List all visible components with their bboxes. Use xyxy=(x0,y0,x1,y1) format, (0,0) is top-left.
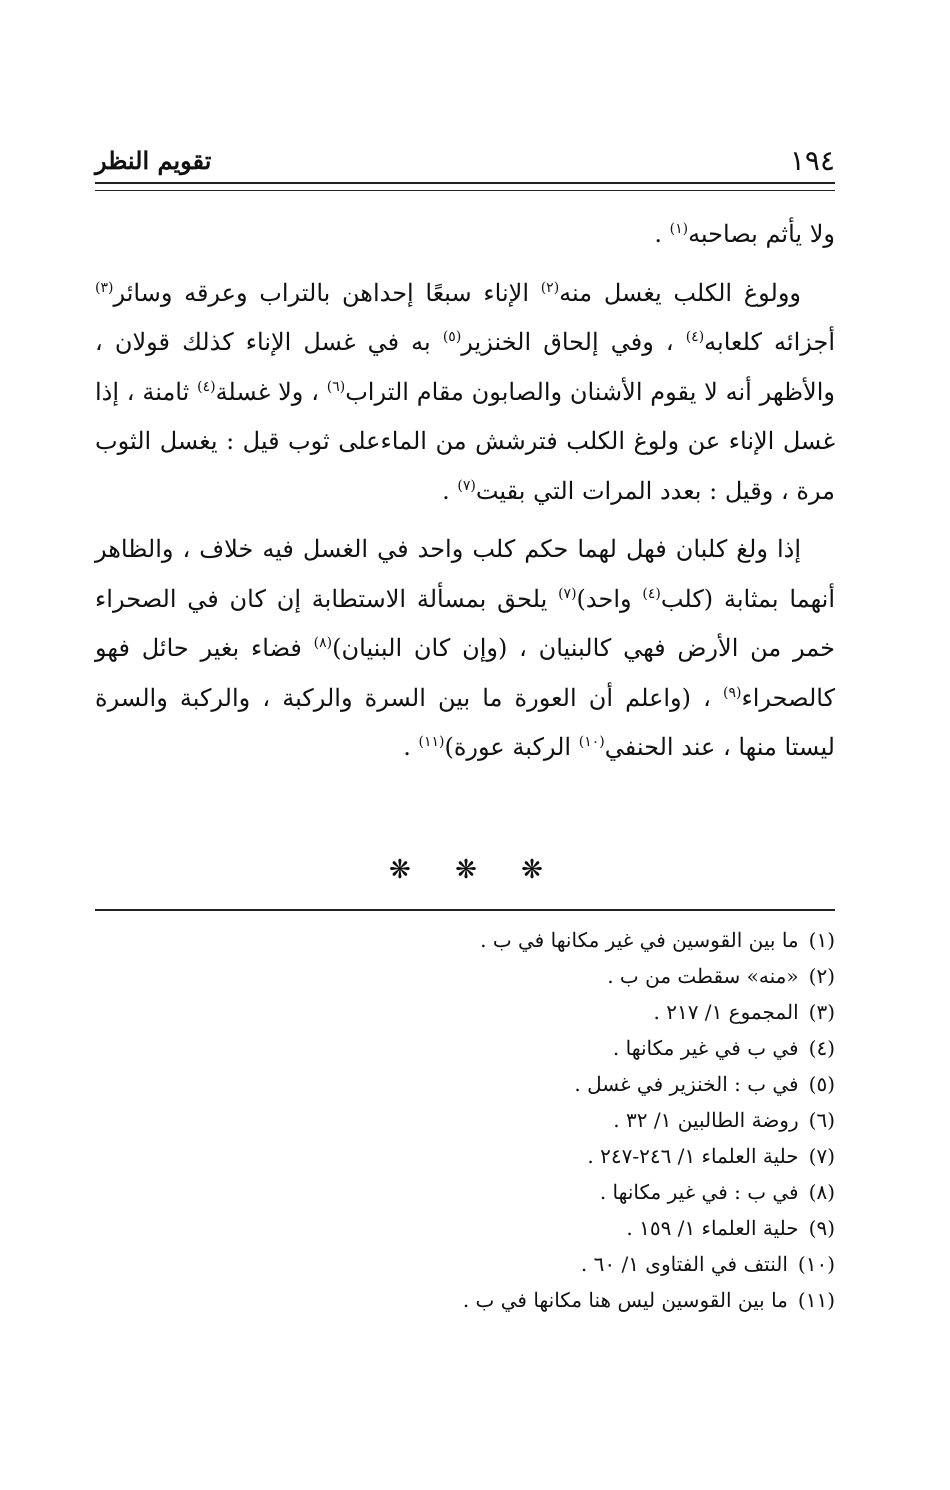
running-title: تقويم النظر xyxy=(95,146,212,175)
footnote-number: (٨) xyxy=(808,1180,835,1204)
footnote-number: (٢) xyxy=(808,964,835,988)
text-segment: واحد) xyxy=(576,584,643,613)
text-segment: ولا يأثم بصاحبه xyxy=(688,220,835,248)
text-segment: به في غسل الإناء كذلك قولان ، والأظهر أنه لا يقوم الأشنان والصابون مقام التراب xyxy=(95,328,835,406)
text-segment: إذا ولغ كلبان فهل لهما حكم كلب واحد في الغسل فيه خلاف ، والظاهر أنهما بمثابة (كلب xyxy=(95,535,836,613)
footnote-number: (٥) xyxy=(808,1072,835,1096)
footnote-marker[interactable]: (٢) xyxy=(540,279,560,296)
footnote-item xyxy=(95,1282,835,1318)
text-segment: . xyxy=(654,220,670,248)
footnote-number: (٣) xyxy=(808,1000,835,1024)
text-segment: فضاء بغير حائل فهو كالصحراء xyxy=(95,634,835,712)
footnote-marker[interactable]: (١٠) xyxy=(578,734,605,750)
page-header xyxy=(95,138,835,182)
text-segment: ، وفي إلحاق الخنزير xyxy=(461,328,686,356)
page-number: ١٩٤ xyxy=(789,144,835,177)
footnote-number: (١) xyxy=(808,928,835,952)
main-text xyxy=(95,210,835,773)
text-segment: ، (واعلم أن العورة ما بين السرة والركبة ، والركبة والسرة ليستا منها ، عند الحنفي xyxy=(95,683,835,761)
paragraph xyxy=(95,525,835,773)
footnote-item xyxy=(95,958,835,994)
footnote-marker[interactable]: (٤) xyxy=(642,585,661,602)
footnote-item xyxy=(95,994,835,1030)
footnote-item xyxy=(95,1246,835,1282)
footnote-marker[interactable]: (٣) xyxy=(95,279,114,296)
footnote-text: في ب : الخنزير في غسل . xyxy=(574,1072,799,1096)
footnote-marker[interactable]: (٩) xyxy=(722,684,742,701)
paragraph xyxy=(95,269,835,517)
footnote-text: المجموع ١/ ٢١٧ . xyxy=(653,1000,799,1024)
footnote-number: (٦) xyxy=(808,1108,835,1132)
footnote-marker[interactable]: (٧) xyxy=(457,477,476,494)
footnote-item xyxy=(95,1210,835,1246)
footnotes xyxy=(95,922,835,1318)
text-segment: أجزائه كلعابه xyxy=(704,328,835,356)
header-rule xyxy=(95,182,835,191)
footnote-item xyxy=(95,1030,835,1066)
footnote-text: ما بين القوسين في غير مكانها في ب . xyxy=(480,928,799,952)
footnote-item xyxy=(95,1102,835,1138)
text-segment: . xyxy=(403,733,419,761)
footnote-item xyxy=(95,1174,835,1210)
footnote-marker[interactable]: (١) xyxy=(669,221,689,237)
footnote-rule xyxy=(95,909,835,911)
text-segment: وولوغ الكلب يغسل منه xyxy=(559,278,802,307)
text-segment: ثامنة ، إذا غسل الإناء عن ولوغ الكلب فترشش من الماءعلى ثوب قيل : يغسل الثوب مرة ، وقيل : بعدد المرات التي بقيت xyxy=(95,377,835,505)
footnote-marker[interactable]: (٦) xyxy=(326,378,346,395)
text-segment: الركبة عورة) xyxy=(444,733,579,761)
footnote-number: (٤) xyxy=(808,1036,835,1060)
footnote-item xyxy=(95,922,835,958)
footnote-text: روضة الطالبين ١/ ٣٢ . xyxy=(613,1108,799,1132)
footnote-marker[interactable]: (٤) xyxy=(685,329,705,345)
footnote-text: النتف في الفتاوى ١/ ٦٠ . xyxy=(580,1252,788,1276)
paragraph xyxy=(95,210,835,260)
footnote-text: في ب في غير مكانها . xyxy=(612,1036,799,1060)
footnote-text: ما بين القوسين ليس هنا مكانها في ب . xyxy=(462,1288,788,1312)
footnote-item xyxy=(95,1066,835,1102)
footnote-text: حلية العلماء ١/ ٢٤٦-٢٤٧ . xyxy=(587,1144,799,1168)
footnote-number: (١٠) xyxy=(797,1252,835,1276)
footnote-number: (١١) xyxy=(797,1288,835,1312)
footnote-text: حلية العلماء ١/ ١٥٩ . xyxy=(626,1216,799,1240)
text-segment: يلحق بمسألة الاستطابة إن كان في الصحراء خمر من الأرض فهي كالبنيان ، (وإن كان البنيان) xyxy=(95,584,836,662)
text-segment: . xyxy=(442,476,458,505)
footnote-text: «منه» سقطت من ب . xyxy=(607,964,799,988)
footnote-marker[interactable]: (٥) xyxy=(442,329,462,345)
footnote-marker[interactable]: (١١) xyxy=(418,734,445,750)
text-segment: الإناء سبعًا إحداهن بالتراب وعرقه وسائر xyxy=(113,278,541,307)
footnote-number: (٧) xyxy=(808,1144,835,1168)
footnote-marker[interactable]: (٤) xyxy=(197,378,216,395)
section-separator: ❋ ❋ ❋ xyxy=(389,855,561,885)
footnote-marker[interactable]: (٧) xyxy=(558,585,577,602)
footnote-text: في ب : في غير مكانها . xyxy=(599,1180,799,1204)
footnote-item xyxy=(95,1138,835,1174)
footnote-marker[interactable]: (٨) xyxy=(313,635,333,651)
footnote-number: (٩) xyxy=(808,1216,835,1240)
text-segment: ، ولا غسلة xyxy=(215,377,327,406)
